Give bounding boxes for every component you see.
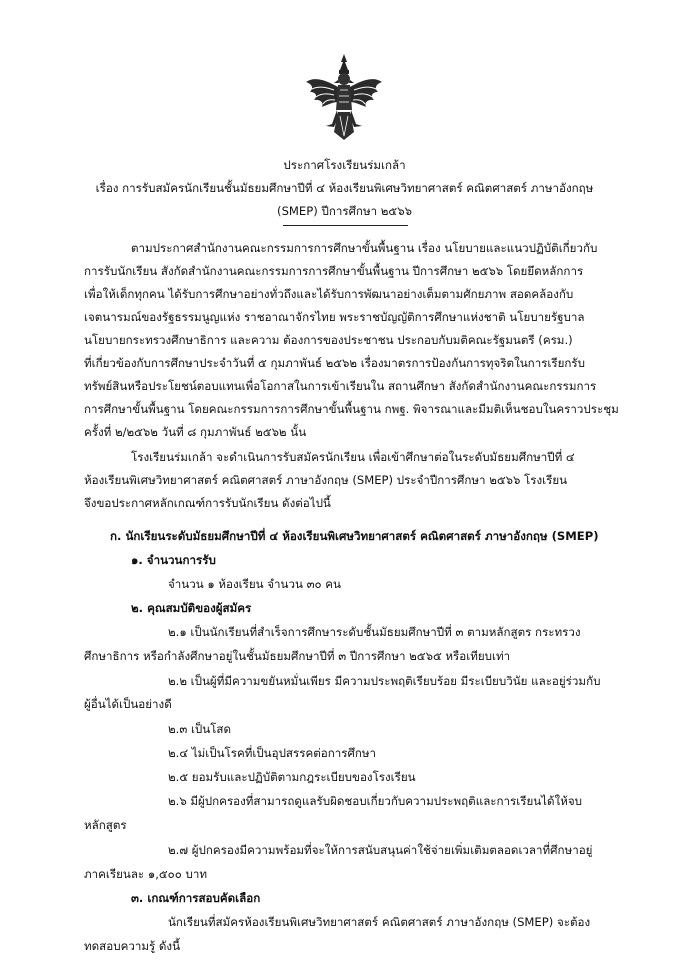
paragraph-line: จึงขอประกาศหลักเกณฑ์การรับนักเรียน ดังต่อไปนี้	[84, 496, 331, 510]
selection-criteria-line-1: นักเรียนที่สมัครห้องเรียนพิเศษวิทยาศาสตร์ คณิตศาสตร์ ภาษาอังกฤษ (SMEP) จะต้อง	[168, 915, 591, 929]
qualification-2-1-line-1: ๒.๑ เป็นนักเรียนที่สำเร็จการศึกษาระดับชั้นมัธยมศึกษาปีที่ ๓ ตามหลักสูตร กระทรวง	[168, 625, 581, 639]
paragraph-line: ทรัพย์สินหรือประโยชน์ตอบแทนเพื่อโอกาสในการเข้าเรียนใน สถานศึกษา สังกัดสำนักงานคณะกรรมการ	[84, 379, 597, 393]
qualification-2-3: ๒.๓ เป็นโสด	[168, 722, 232, 736]
paragraph-line: นโยบายกระทรวงศึกษาธิการ และความ ต้องการของประชาชน ประกอบกับมติคณะรัฐมนตรี (ครม.)	[84, 333, 573, 347]
paragraph-line: ที่เกี่ยวข้องกับการศึกษาประจำวันที่ ๕ กุมภาพันธ์ ๒๕๖๒ เรื่องมาตรการป้องกันการทุจริตในการเรียกรับ	[84, 356, 586, 370]
paragraph-line: ตามประกาศสำนักงานคณะกรรมการการศึกษาขั้นพื้นฐาน เรื่อง นโยบายและแนวปฏิบัติเกี่ยวกับ	[131, 241, 598, 255]
section-1-heading: ๑. จำนวนการรับ	[131, 553, 216, 567]
qualification-2-2-line-2: ผู้อื่นได้เป็นอย่างดี	[84, 697, 172, 711]
paragraph-line: โรงเรียนร่มเกล้า จะดำเนินการรับสมัครนักเรียน เพื่อเข้าศึกษาต่อในระดับมัธยมศึกษาปีที่ ๔	[131, 450, 575, 464]
intake-count-text: จำนวน ๑ ห้องเรียน จำนวน ๓๐ คน	[168, 577, 341, 591]
qualification-2-7-line-1: ๒.๗ ผู้ปกครองมีความพร้อมที่จะให้การสนับสนุนค่าใช้จ่ายเพิ่มเติมตลอดเวลาที่ศึกษาอยู่	[168, 843, 593, 857]
paragraph-line: ห้องเรียนพิเศษวิทยาศาสตร์ คณิตศาสตร์ ภาษาอังกฤษ (SMEP) ประจำปีการศึกษา ๒๕๖๖ โรงเรียน	[84, 473, 568, 487]
qualification-2-1-line-2: ศึกษาธิการ หรือกำลังศึกษาอยู่ในชั้นมัธยมศึกษาปีที่ ๓ ปีการศึกษา ๒๕๖๕ หรือเทียบเท่า	[84, 649, 511, 663]
announcement-subject-line-2: (SMEP) ปีการศึกษา ๒๕๖๖	[277, 204, 412, 218]
paragraph-line: การรับนักเรียน สังกัดสำนักงานคณะกรรมการการศึกษาขั้นพื้นฐาน ปีการศึกษา ๒๕๖๖ โดยยึดหลักการ	[84, 264, 584, 278]
paragraph-line: เพื่อให้เด็กทุกคน ได้รับการศึกษาอย่างทั่วถึงและได้รับการพัฒนาอย่างเต็มตามศักยภาพ สอดคล้องกับ	[84, 287, 574, 301]
qualification-2-5: ๒.๕ ยอมรับและปฏิบัติตามกฎระเบียบของโรงเรียน	[168, 770, 416, 784]
qualification-2-6-line-1: ๒.๖ มีผู้ปกครองที่สามารถดูแลรับผิดชอบเกี่ยวกับความประพฤติและการเรียนได้ให้จบ	[168, 794, 583, 808]
paragraph-line: ครั้งที่ ๒/๒๕๖๒ วันที่ ๘ กุมภาพันธ์ ๒๕๖๒ นั้น	[84, 425, 307, 439]
paragraph-line: เจตนารมณ์ของรัฐธรรมนูญแห่ง ราชอาณาจักรไทย พระราชบัญญัติการศึกษาแห่งชาติ นโยบายรัฐบาล	[84, 310, 585, 324]
selection-criteria-line-2: ทดสอบความรู้ ดังนี้	[84, 939, 181, 953]
announcement-issuer: ประกาศโรงเรียนร่มเกล้า	[283, 158, 406, 172]
section-a-heading: ก. นักเรียนระดับมัธยมศึกษาปีที่ ๔ ห้องเรียนพิเศษวิทยาศาสตร์ คณิตศาสตร์ ภาษาอังกฤษ (SMEP)	[110, 529, 599, 543]
paragraph-line: การศึกษาขั้นพื้นฐาน โดยคณะกรรมการการศึกษาขั้นพื้นฐาน กพฐ. พิจารณาและมีมติเห็นชอบในคราวประชุม	[84, 402, 619, 416]
qualification-2-4: ๒.๔ ไม่เป็นโรคที่เป็นอุปสรรคต่อการศึกษา	[168, 746, 376, 760]
garuda-emblem-icon	[304, 52, 384, 142]
announcement-subject-line-1: เรื่อง การรับสมัครนักเรียนชั้นมัธยมศึกษาปีที่ ๔ ห้องเรียนพิเศษวิทยาศาสตร์ คณิตศาสตร์ ภาษาอังกฤษ	[95, 181, 594, 195]
qualification-2-2-line-1: ๒.๒ เป็นผู้ที่มีความขยันหมั่นเพียร มีความประพฤติเรียบร้อย มีระเบียบวินัย และอยู่ร่วมกับ	[168, 674, 601, 688]
section-2-heading: ๒. คุณสมบัติของผู้สมัคร	[131, 601, 252, 615]
section-3-heading: ๓. เกณฑ์การสอบคัดเลือก	[131, 891, 261, 905]
qualification-2-6-line-2: หลักสูตร	[84, 818, 127, 832]
title-underline	[283, 225, 408, 226]
qualification-2-7-line-2: ภาคเรียนละ ๑,๕๐๐ บาท	[84, 867, 208, 881]
